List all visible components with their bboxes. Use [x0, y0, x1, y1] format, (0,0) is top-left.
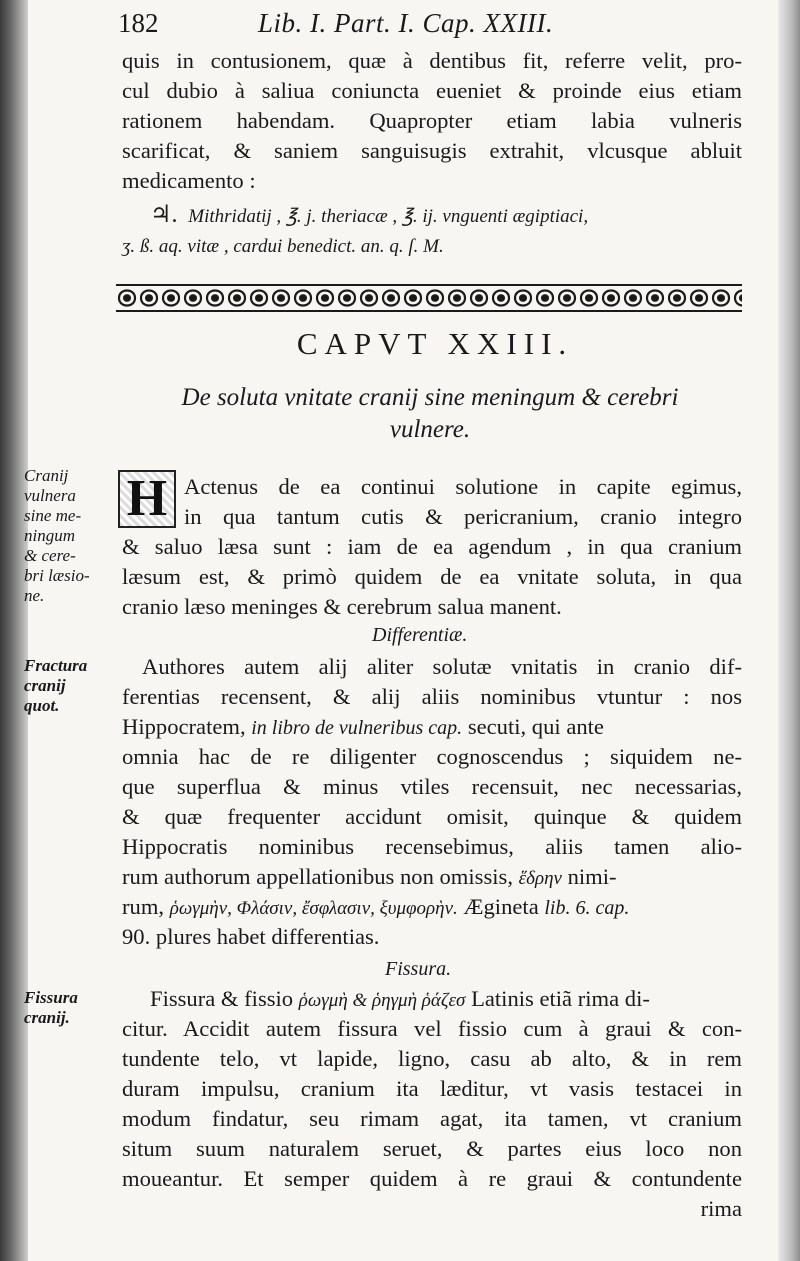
text-line: & quæ frequenter accidunt omisit, quinque & quidem: [122, 804, 742, 829]
recipe-symbol: ♃.: [150, 202, 178, 228]
text-span: Latinis etiã rima di-: [471, 986, 650, 1011]
chapter-subtitle: [150, 382, 710, 446]
running-head-title: Lib. I. Part. I. Cap. XXIII.: [258, 8, 554, 38]
text-line: que superflua & minus vtiles recensuit, nec necessarias,: [122, 774, 742, 799]
text-line: duram impulsu, cranium ita læditur, vt vasis testacei in: [122, 1076, 742, 1101]
text-line: medicamento :: [122, 168, 256, 193]
margin-note-line: Cranij: [24, 466, 69, 485]
recipe-line-1: [150, 200, 742, 232]
margin-note-line: Fissura: [24, 988, 78, 1007]
text-line: cul dubio à saliua coniuncta eueniet & proinde eius etiam: [122, 78, 742, 103]
text-line: moueantur. Et semper quidem à re graui & contundente: [122, 1166, 742, 1191]
paragraph-fissura: [122, 984, 742, 1194]
book-spine-shadow: [0, 0, 28, 1261]
text-span: plures habet differentias.: [155, 924, 380, 949]
page-edge-shadow: [778, 0, 800, 1261]
margin-note-line: sine me-: [24, 506, 82, 525]
text-line: tundente telo, vt lapide, ligno, casu ab alto, & in rem: [122, 1046, 742, 1071]
text-span: rum authorum appellationibus non omissis,: [122, 864, 513, 889]
recipe-line-2: ʒ. ß. aq. vitæ , cardui benedict. an. q. ſ. M.: [122, 236, 444, 257]
section-heading-differentiae: Differentiæ.: [372, 624, 468, 646]
text-span: Ægineta: [463, 894, 539, 919]
greek-terms: ῥωγμὴν, Φλάσιν, ἔσφλασιν, ξυμφορὴν.: [169, 898, 458, 919]
text-line-with-reference: [122, 712, 742, 742]
catchword: rima: [700, 1196, 742, 1221]
text-span: 90.: [122, 924, 151, 949]
text-span: Hippocratem,: [122, 714, 246, 739]
text-line: modum findatur, seu rimam agat, ita tamen, vt cranium: [122, 1106, 742, 1131]
running-head: [118, 8, 758, 44]
chapter-title: CAPVT XXIII.: [296, 326, 574, 361]
italic-reference: lib. 6. cap.: [544, 897, 630, 919]
recipe-text: Mithridatij , ℥. j. theriacæ , ℥. ij. vnguenti ægiptiaci,: [188, 206, 589, 227]
text-line: rationem habendam. Quapropter etiam labia vulneris: [122, 108, 742, 133]
paragraph-1-indented: [184, 472, 742, 532]
text-span: nimi-: [567, 864, 617, 889]
text-line: scarificat, & saniem sanguisugis extrahit, vlcusque abluit: [122, 138, 742, 163]
subtitle-line: De soluta vnitate cranij sine meningum & cerebri: [181, 384, 679, 411]
top-paragraph: [122, 46, 742, 196]
margin-note-line: cranij.: [24, 1008, 70, 1027]
text-line: citur. Accidit autem fissura vel fissio cum à graui & con-: [122, 1016, 742, 1041]
margin-note-line: & cere-: [24, 546, 76, 565]
margin-note-cranij-vulnera: [24, 466, 114, 606]
margin-note-line: quot.: [24, 696, 60, 715]
text-line-with-greek: [122, 892, 742, 922]
margin-note-line: Fractura: [24, 656, 88, 675]
margin-note-fractura: [24, 656, 114, 716]
text-line: læsum est, & primò quidem de ea vnitate soluta, in qua: [122, 564, 742, 589]
margin-note-line: ningum: [24, 526, 75, 545]
drop-cap: H: [118, 470, 176, 528]
margin-note-fissura-cranij: [24, 988, 114, 1028]
text-line: ferentias recensent, & alij aliis nominibus vtuntur : nos: [122, 684, 742, 709]
text-line: omnia hac de re diligenter cognoscendus ; siquidem ne-: [122, 744, 742, 769]
ornament-band: [116, 282, 742, 314]
paragraph-1-body: [122, 532, 742, 622]
text-line: cranio læso meninges & cerebrum salua manent.: [122, 594, 562, 619]
paragraph-differentiae: [122, 652, 742, 952]
greek-terms: ῥωγμὴ & ῥηγμὴ ῥάζεσ: [298, 990, 466, 1011]
margin-note-line: cranij: [24, 676, 66, 695]
margin-note-line: ne.: [24, 586, 45, 605]
text-span: secuti, qui ante: [467, 714, 604, 739]
text-line-with-greek: [122, 984, 742, 1014]
text-line: [122, 922, 742, 952]
text-line: Hippocratis nominibus recensebimus, aliis tamen alio-: [122, 834, 742, 859]
margin-note-line: vulnera: [24, 486, 76, 505]
text-span: Fissura & fissio: [150, 986, 294, 1011]
section-heading-fissura: Fissura.: [385, 958, 452, 980]
text-line-with-greek: [122, 862, 742, 892]
margin-note-line: bri læsio-: [24, 566, 90, 585]
italic-reference: in libro de vulneribus cap.: [251, 717, 463, 739]
text-line: Actenus de ea continui solutione in capite egimus,: [184, 474, 742, 499]
text-line: Authores autem alij aliter solutæ vnitatis in cranio dif-: [142, 654, 742, 679]
text-line: quis in contusionem, quæ à dentibus fit, referre velit, pro-: [122, 48, 742, 73]
greek-term: ἕδρην: [518, 868, 562, 889]
page-number: 182: [118, 8, 159, 38]
text-line: in qua tantum cutis & pericranium, cranio integro: [184, 504, 742, 529]
text-span: rum,: [122, 894, 165, 919]
subtitle-line: vulnere.: [389, 416, 471, 443]
text-line: & saluo læsa sunt : iam de ea agendum , in qua cranium: [122, 534, 742, 559]
text-line: situm suum naturalem seruet, & partes eius loco non: [122, 1136, 742, 1161]
